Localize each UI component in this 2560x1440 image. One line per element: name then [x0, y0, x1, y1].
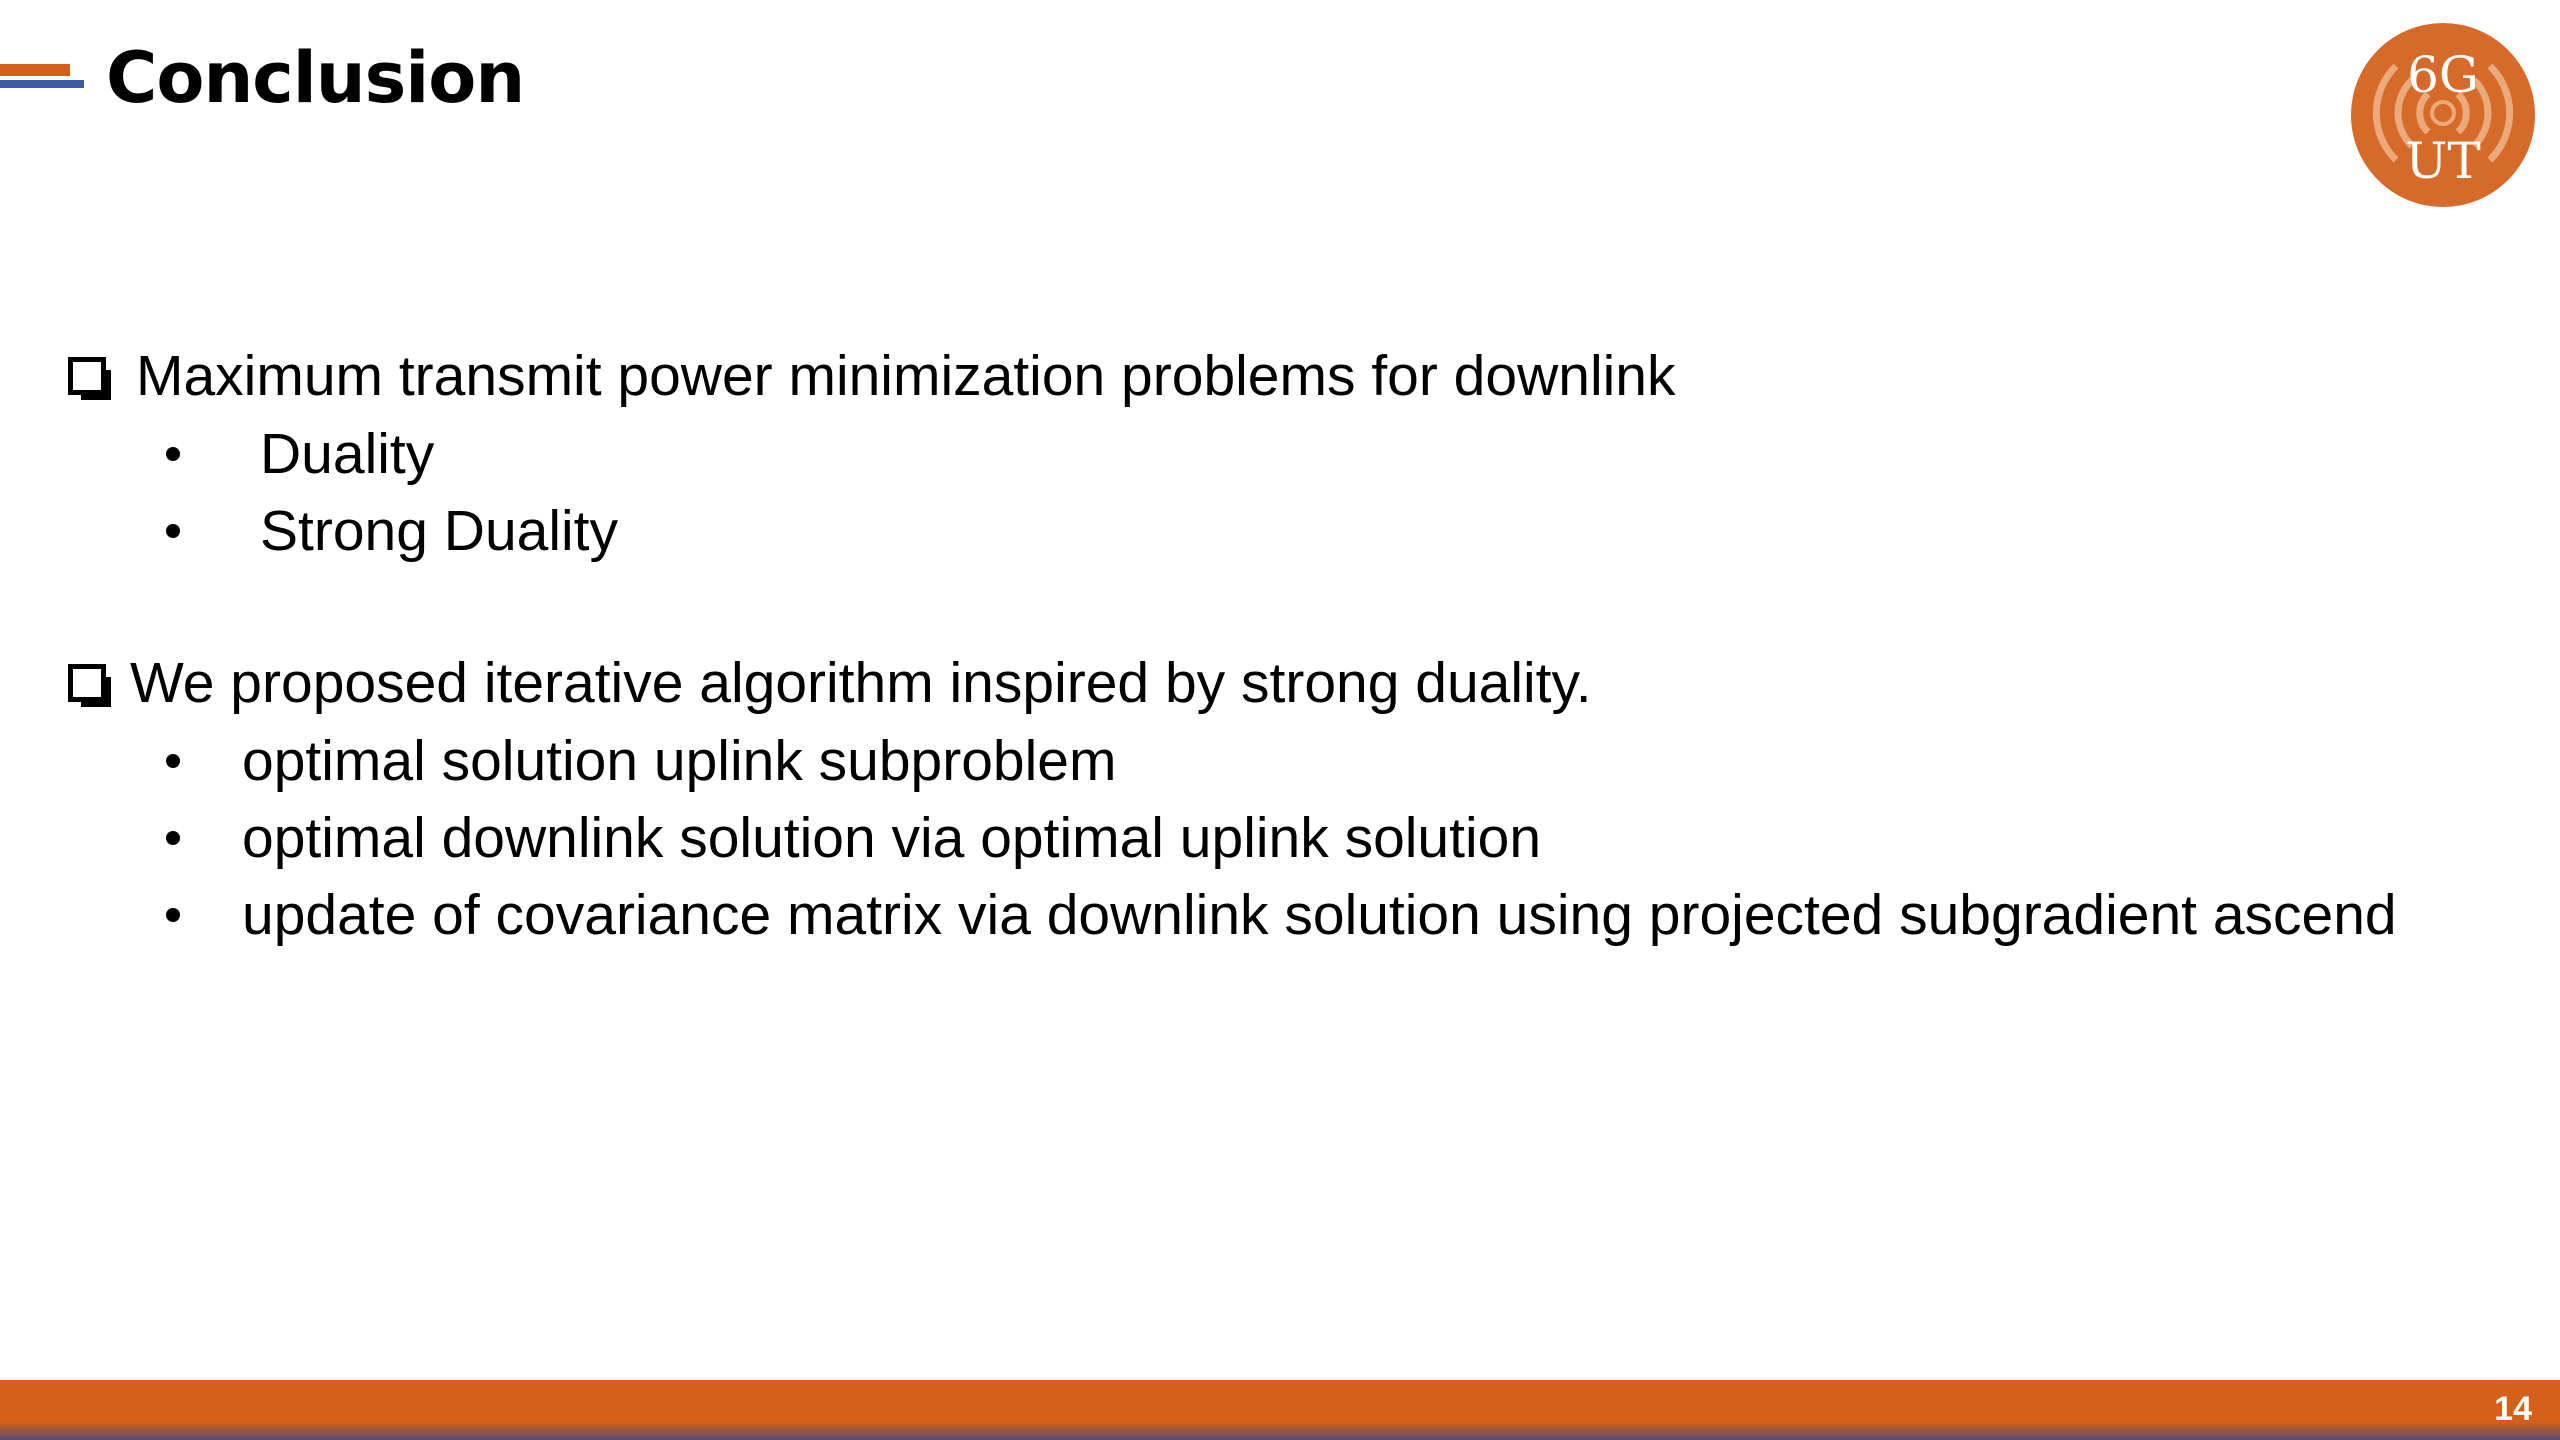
list-item [166, 420, 434, 488]
section-heading [68, 649, 1592, 717]
list-item [166, 497, 618, 565]
logo-top-text: 6G [2407, 46, 2479, 104]
title-accent-blue-bar [0, 80, 84, 88]
bullet-icon [166, 524, 180, 538]
title-accent [0, 64, 84, 92]
checkbox-bullet-icon [68, 664, 106, 702]
slide-title: Conclusion [106, 37, 525, 119]
bullet-icon [166, 754, 180, 768]
list-item-text: optimal solution uplink subproblem [242, 729, 1117, 793]
footer-bar [0, 1380, 2560, 1440]
section-heading-text: We proposed iterative algorithm inspired by strong duality. [130, 651, 1592, 715]
list-item [166, 881, 2397, 949]
page-number: 14 [2494, 1390, 2532, 1428]
bullet-icon [166, 831, 180, 845]
list-item [166, 804, 1541, 872]
list-item [166, 727, 1116, 795]
list-item-text: update of covariance matrix via downlink solution using projected subgradient ascend [242, 883, 2397, 947]
checkbox-bullet-icon [68, 357, 106, 395]
logo-bottom-text: UT [2405, 132, 2481, 190]
list-item-text: optimal downlink solution via optimal uplink solution [242, 806, 1542, 870]
list-item-text: Duality [260, 422, 435, 486]
bullet-icon [166, 447, 180, 461]
title-accent-orange-bar [0, 64, 70, 76]
section-heading-text: Maximum transmit power minimization problems for downlink [136, 344, 1676, 408]
list-item-text: Strong Duality [260, 499, 619, 563]
section-heading [68, 342, 1675, 410]
6g-ut-logo [2350, 22, 2536, 208]
bullet-icon [166, 908, 180, 922]
